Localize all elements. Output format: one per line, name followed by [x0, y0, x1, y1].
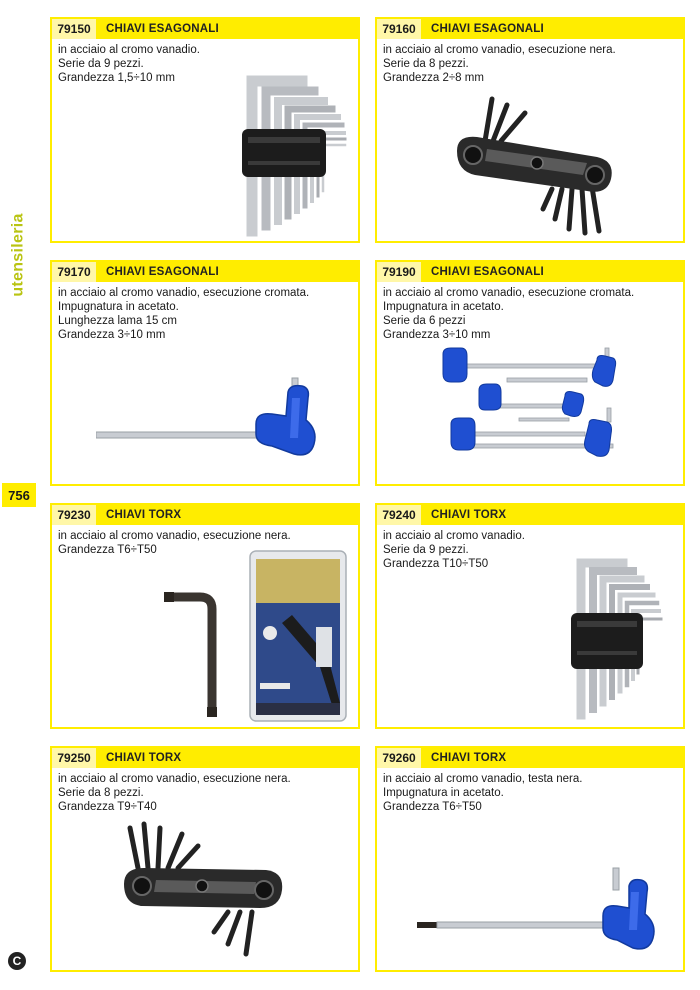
- card-header: [52, 262, 358, 282]
- product-card: [375, 17, 685, 243]
- product-code: 79190: [377, 262, 423, 282]
- folding-hex-key-set-image: [447, 91, 622, 241]
- product-title: CHIAVI TORX: [431, 509, 507, 521]
- card-header: [52, 505, 358, 525]
- product-title: CHIAVI TORX: [106, 509, 182, 521]
- sidebar: [0, 0, 38, 990]
- product-title: CHIAVI ESAGONALI: [106, 23, 219, 35]
- product-code: 79150: [52, 19, 98, 39]
- card-header: [52, 19, 358, 39]
- category-label: utensileria: [10, 213, 27, 297]
- torx-key-blister-image: [160, 547, 356, 725]
- t-handle-torx-key-image: [417, 864, 677, 964]
- folding-torx-key-set-image: [116, 820, 291, 970]
- product-card: [50, 503, 360, 729]
- product-description: in acciaio al cromo vanadio, esecuzione nera. Grandezza T6÷T50: [58, 530, 291, 556]
- card-header: [377, 505, 683, 525]
- product-card: [375, 260, 685, 486]
- product-card: [375, 503, 685, 729]
- card-header: [377, 748, 683, 768]
- page-number: 756: [2, 483, 36, 507]
- product-code: 79260: [377, 748, 423, 768]
- card-header: [52, 748, 358, 768]
- hex-key-set-holder-image: [232, 51, 352, 237]
- card-header: [377, 262, 683, 282]
- product-card: [375, 746, 685, 972]
- product-title: CHIAVI ESAGONALI: [431, 23, 544, 35]
- product-code: 79240: [377, 505, 423, 525]
- product-description: in acciaio al cromo vanadio, esecuzione cromata. Impugnatura in acetato. Lunghezza lama 15 cm Grandezza 3÷10 mm: [58, 287, 310, 341]
- product-code: 79160: [377, 19, 423, 39]
- product-title: CHIAVI TORX: [431, 752, 507, 764]
- product-title: CHIAVI TORX: [106, 752, 182, 764]
- t-handle-hex-key-image: [96, 372, 336, 472]
- product-title: CHIAVI ESAGONALI: [106, 266, 219, 278]
- torx-key-set-holder-image: [567, 539, 667, 723]
- t-handle-hex-key-set-image: [437, 346, 617, 476]
- product-card: [50, 260, 360, 486]
- product-description: in acciaio al cromo vanadio, testa nera. Impugnatura in acetato. Grandezza T6÷T50: [383, 773, 583, 813]
- product-title: CHIAVI ESAGONALI: [431, 266, 544, 278]
- product-card: [50, 17, 360, 243]
- product-description: in acciaio al cromo vanadio. Serie da 9 pezzi. Grandezza 1,5÷10 mm: [58, 44, 200, 84]
- product-card: [50, 746, 360, 972]
- product-description: in acciaio al cromo vanadio. Serie da 9 pezzi. Grandezza T10÷T50: [383, 530, 525, 570]
- card-header: [377, 19, 683, 39]
- product-description: in acciaio al cromo vanadio, esecuzione nera. Serie da 8 pezzi. Grandezza T9÷T40: [58, 773, 291, 813]
- brand-logo-icon: C: [8, 952, 26, 970]
- product-description: in acciaio al cromo vanadio, esecuzione nera. Serie da 8 pezzi. Grandezza 2÷8 mm: [383, 44, 616, 84]
- product-code: 79170: [52, 262, 98, 282]
- product-code: 79230: [52, 505, 98, 525]
- product-code: 79250: [52, 748, 98, 768]
- product-description: in acciaio al cromo vanadio, esecuzione cromata. Impugnatura in acetato. Serie da 6 pezzi Grandezza 3÷10 mm: [383, 287, 635, 341]
